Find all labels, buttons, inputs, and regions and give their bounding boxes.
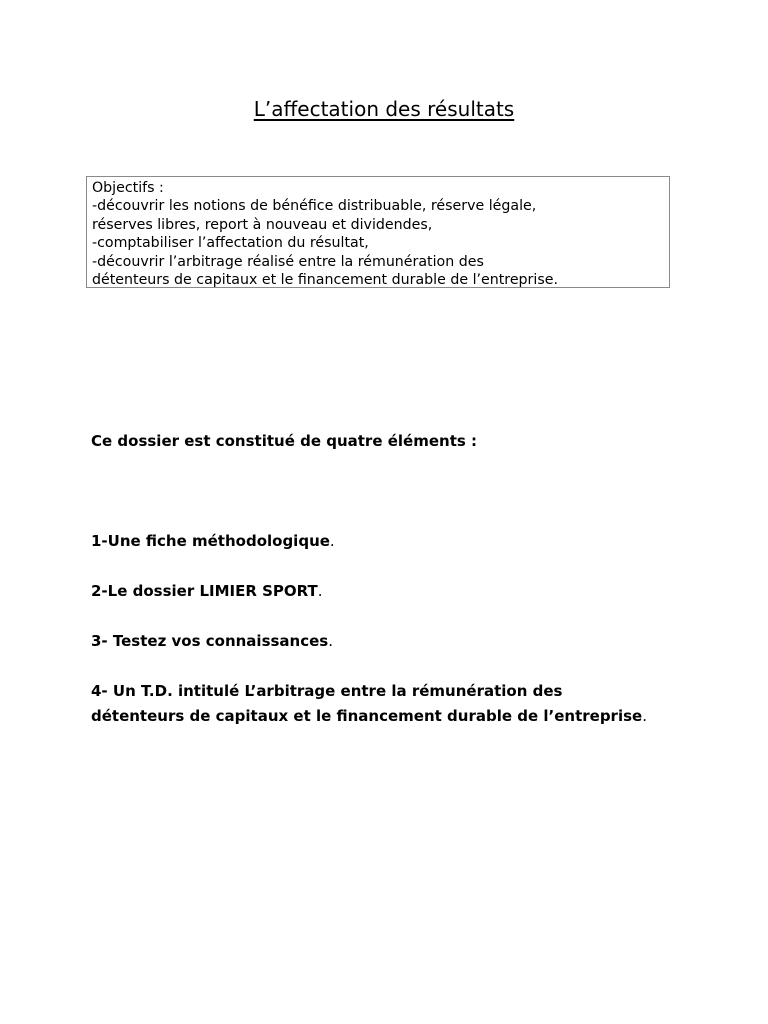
element-item-1 [91,529,335,554]
element-item-text: 3- Testez vos connaissances [91,632,329,650]
objective-line: -découvrir les notions de bénéfice distribuable, réserve légale, [92,198,537,215]
element-item-period: . [642,707,647,725]
element-item-2 [91,579,323,604]
objectives-box [86,176,670,288]
element-item-4 [91,679,647,729]
page-title: L’affectation des résultats [253,97,515,121]
element-item-period: . [328,632,334,650]
objective-line: réserves libres, report à nouveau et dividendes, [92,216,433,233]
element-item-text: 1-Une fiche méthodologique [91,532,330,550]
objective-line: détenteurs de capitaux et le financement durable de l’entreprise. [92,272,558,289]
element-item-text: 2-Le dossier LIMIER SPORT [91,582,318,600]
element-item-period: . [317,582,323,600]
element-item-text: détenteurs de capitaux et le financement durable de l’entreprise [91,707,643,725]
objective-line: -découvrir l’arbitrage réalisé entre la rémunération des [92,253,484,270]
element-item-text-line: 4- Un T.D. intitulé L’arbitrage entre la rémunération des [91,682,563,700]
dossier-intro: Ce dossier est constitué de quatre éléments : [91,432,478,450]
element-item-text-line [91,704,647,729]
objective-line: -comptabiliser l’affectation du résultat, [92,235,369,252]
element-item-3 [91,629,333,654]
element-item-period: . [329,532,335,550]
objectives-heading: Objectifs : [92,180,164,196]
